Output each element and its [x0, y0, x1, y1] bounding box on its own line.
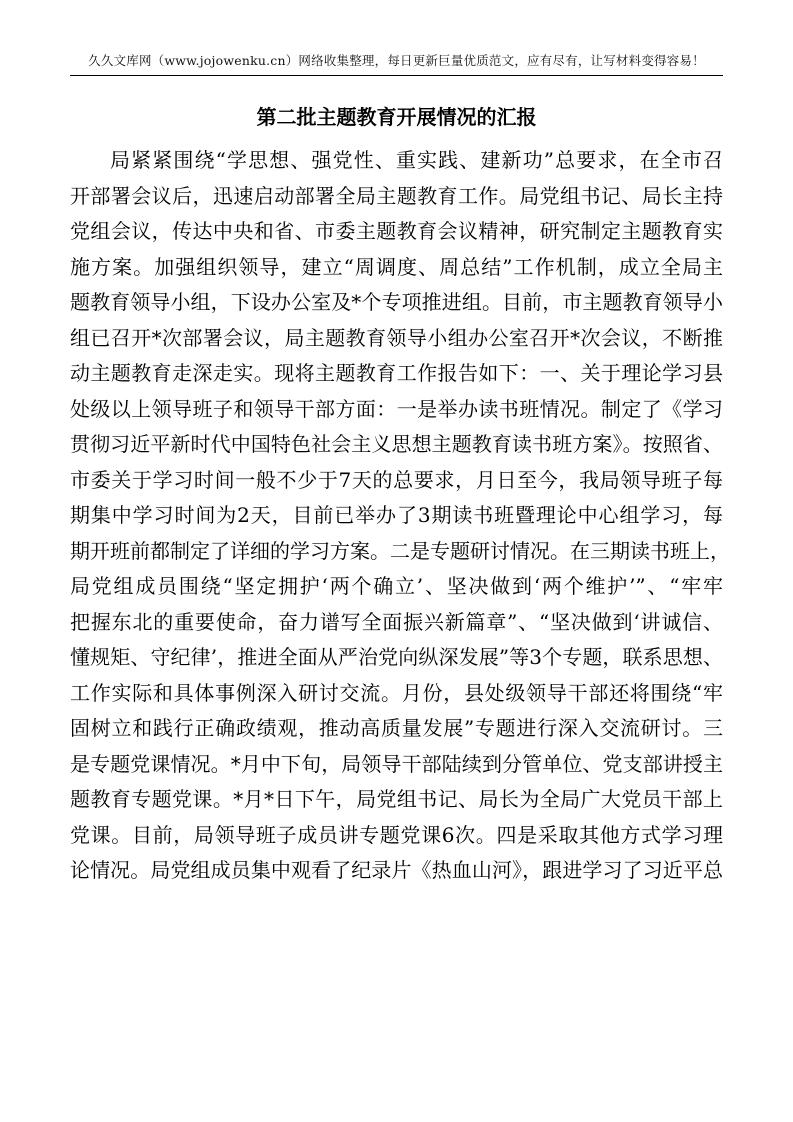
body-line: 期开班前都制定了详细的学习方案。二是专题研讨情况。在三期读书班上，: [70, 538, 730, 563]
body-line: 期集中学习时间为2天，目前已举办了3期读书班暨理论中心组学习，每: [70, 503, 723, 527]
body-line: 固树立和践行正确政绩观，推动高质量发展”专题进行深入交流研讨。三: [70, 716, 723, 740]
body-line: 是专题党课情况。*月中下旬，局领导干部陆续到分管单位、党支部讲授主: [70, 751, 723, 776]
body-line: 贯彻习近平新时代中国特色社会主义思想主题教育读书班方案》。按照省、: [70, 432, 723, 456]
body-line: 处级以上领导班子和领导干部方面：一是举办读书班情况。制定了《学习: [70, 396, 723, 421]
body-line: 论情况。局党组成员集中观看了纪录片《热血山河》，跟进学习了习近平总: [70, 858, 723, 882]
document-body: [70, 143, 730, 889]
page-header-banner: 久久文库网（www.jojowenku.cn）网络收集整理，每日更新巨量优质范文，应有尽有，让写材料变得容易！: [88, 53, 705, 68]
body-line: 动主题教育走深走实。现将主题教育工作报告如下：一、关于理论学习县: [70, 361, 723, 385]
body-line: 开部署会议后，迅速启动部署全局主题教育工作。局党组书记、局长主持: [70, 183, 723, 208]
body-line: 组已召开*次部署会议，局主题教育领导小组办公室召开*次会议，不断推: [70, 325, 723, 350]
body-line: 党课。目前，局领导班子成员讲专题党课6次。四是采取其他方式学习理: [70, 822, 723, 847]
body-line: 把握东北的重要使命，奋力谱写全面振兴新篇章”、“坚决做到‘讲诚信、: [70, 609, 723, 634]
body-line: 懂规矩、守纪律’，推进全面从严治党向纵深发展”等3个专题，联系思想、: [70, 645, 723, 669]
body-line: 党组会议，传达中央和省、市委主题教育会议精神，研究制定主题教育实: [70, 219, 723, 243]
body-line: 局紧紧围绕“学思想、强党性、重实践、建新功”总要求，在全市召: [110, 148, 723, 172]
document-title: 第二批主题教育开展情况的汇报: [256, 105, 537, 129]
body-line: 题教育领导小组，下设办公室及*个专项推进组。目前，市主题教育领导小: [70, 290, 723, 314]
body-line: 题教育专题党课。*月*日下午，局党组书记、局长为全局广大党员干部上: [70, 787, 723, 811]
body-line: 局党组成员围绕“坚定拥护‘两个确立’、坚决做到‘两个维护’”、“牢牢: [70, 574, 723, 598]
body-line: 工作实际和具体事例深入研讨交流。月份，县处级领导干部还将围绕“牢: [70, 680, 723, 705]
body-line: 市委关于学习时间一般不少于7天的总要求，月日至今，我局领导班子每: [70, 467, 723, 492]
body-line: 施方案。加强组织领导，建立“周调度、周总结”工作机制，成立全局主: [70, 254, 723, 279]
header-divider: [70, 75, 723, 76]
